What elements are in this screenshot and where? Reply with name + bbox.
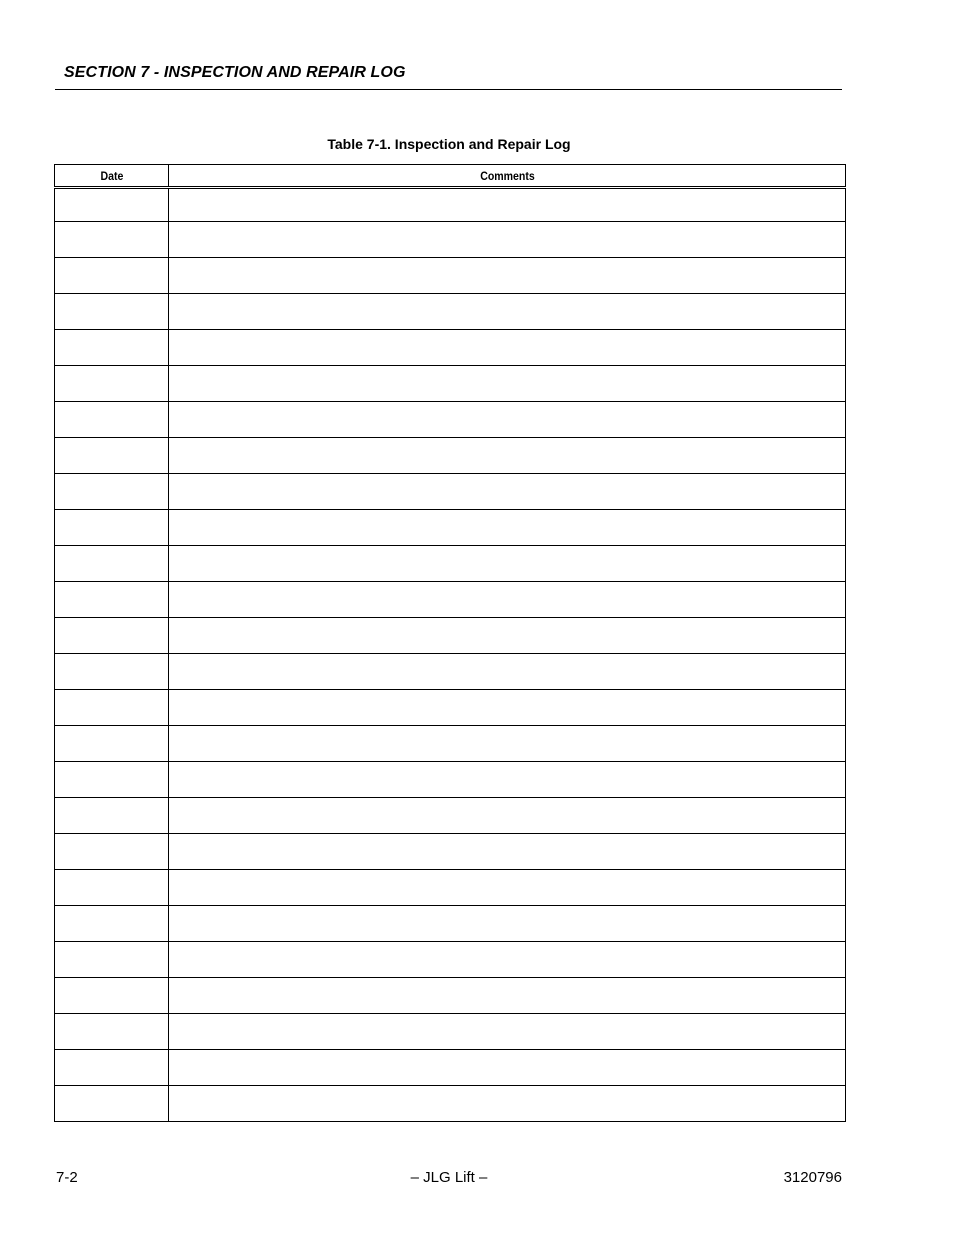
table-body — [55, 188, 846, 1122]
date-cell[interactable] — [55, 834, 169, 870]
comments-cell[interactable] — [169, 618, 846, 654]
comments-cell[interactable] — [169, 366, 846, 402]
comments-cell[interactable] — [169, 258, 846, 294]
table-row — [55, 1050, 846, 1086]
date-cell[interactable] — [55, 726, 169, 762]
date-cell[interactable] — [55, 510, 169, 546]
comments-cell[interactable] — [169, 222, 846, 258]
inspection-repair-log-table — [54, 164, 846, 1122]
comments-cell[interactable] — [169, 188, 846, 222]
table-row — [55, 474, 846, 510]
table-title: Table 7-1. Inspection and Repair Log — [327, 136, 571, 152]
comments-cell[interactable] — [169, 978, 846, 1014]
date-cell[interactable] — [55, 978, 169, 1014]
table-row — [55, 978, 846, 1014]
date-cell[interactable] — [55, 366, 169, 402]
comments-cell[interactable] — [169, 546, 846, 582]
date-cell[interactable] — [55, 942, 169, 978]
date-cell[interactable] — [55, 798, 169, 834]
comments-cell[interactable] — [169, 402, 846, 438]
table-row — [55, 582, 846, 618]
date-cell[interactable] — [55, 870, 169, 906]
date-cell[interactable] — [55, 438, 169, 474]
comments-cell[interactable] — [169, 798, 846, 834]
table-row — [55, 942, 846, 978]
table-row — [55, 188, 846, 222]
table-row — [55, 546, 846, 582]
comments-cell[interactable] — [169, 690, 846, 726]
table-row — [55, 222, 846, 258]
comments-cell[interactable] — [169, 762, 846, 798]
comments-cell[interactable] — [169, 1086, 846, 1122]
date-cell[interactable] — [55, 1014, 169, 1050]
column-header-date: Date — [61, 165, 161, 188]
date-cell[interactable] — [55, 188, 169, 222]
date-cell[interactable] — [55, 906, 169, 942]
date-cell[interactable] — [55, 294, 169, 330]
table-row — [55, 762, 846, 798]
table-row — [55, 798, 846, 834]
table-row — [55, 258, 846, 294]
header-divider — [55, 89, 842, 90]
footer-publisher: – JLG Lift – — [410, 1169, 488, 1186]
document-number: 3120796 — [783, 1169, 842, 1186]
comments-cell[interactable] — [169, 474, 846, 510]
comments-cell[interactable] — [169, 510, 846, 546]
comments-cell[interactable] — [169, 942, 846, 978]
table-row — [55, 366, 846, 402]
comments-cell[interactable] — [169, 726, 846, 762]
table-header-row — [55, 165, 846, 188]
date-cell[interactable] — [55, 258, 169, 294]
table-row — [55, 330, 846, 366]
table-row — [55, 906, 846, 942]
table-row — [55, 834, 846, 870]
table-row — [55, 294, 846, 330]
date-cell[interactable] — [55, 222, 169, 258]
comments-cell[interactable] — [169, 582, 846, 618]
date-cell[interactable] — [55, 1050, 169, 1086]
comments-cell[interactable] — [169, 1014, 846, 1050]
column-header-comments: Comments — [209, 165, 805, 188]
table-row — [55, 726, 846, 762]
date-cell[interactable] — [55, 546, 169, 582]
date-cell[interactable] — [55, 618, 169, 654]
page-number: 7-2 — [56, 1169, 78, 1186]
date-cell[interactable] — [55, 402, 169, 438]
table-row — [55, 402, 846, 438]
date-cell[interactable] — [55, 654, 169, 690]
date-cell[interactable] — [55, 1086, 169, 1122]
comments-cell[interactable] — [169, 870, 846, 906]
date-cell[interactable] — [55, 582, 169, 618]
comments-cell[interactable] — [169, 834, 846, 870]
comments-cell[interactable] — [169, 438, 846, 474]
date-cell[interactable] — [55, 330, 169, 366]
comments-cell[interactable] — [169, 906, 846, 942]
table-row — [55, 1014, 846, 1050]
date-cell[interactable] — [55, 762, 169, 798]
table-row — [55, 510, 846, 546]
table-row — [55, 870, 846, 906]
comments-cell[interactable] — [169, 330, 846, 366]
date-cell[interactable] — [55, 690, 169, 726]
table-row — [55, 1086, 846, 1122]
date-cell[interactable] — [55, 474, 169, 510]
comments-cell[interactable] — [169, 654, 846, 690]
section-title: SECTION 7 - INSPECTION AND REPAIR LOG — [64, 64, 406, 81]
table-row — [55, 618, 846, 654]
comments-cell[interactable] — [169, 1050, 846, 1086]
comments-cell[interactable] — [169, 294, 846, 330]
table-row — [55, 690, 846, 726]
table-row — [55, 438, 846, 474]
table-row — [55, 654, 846, 690]
